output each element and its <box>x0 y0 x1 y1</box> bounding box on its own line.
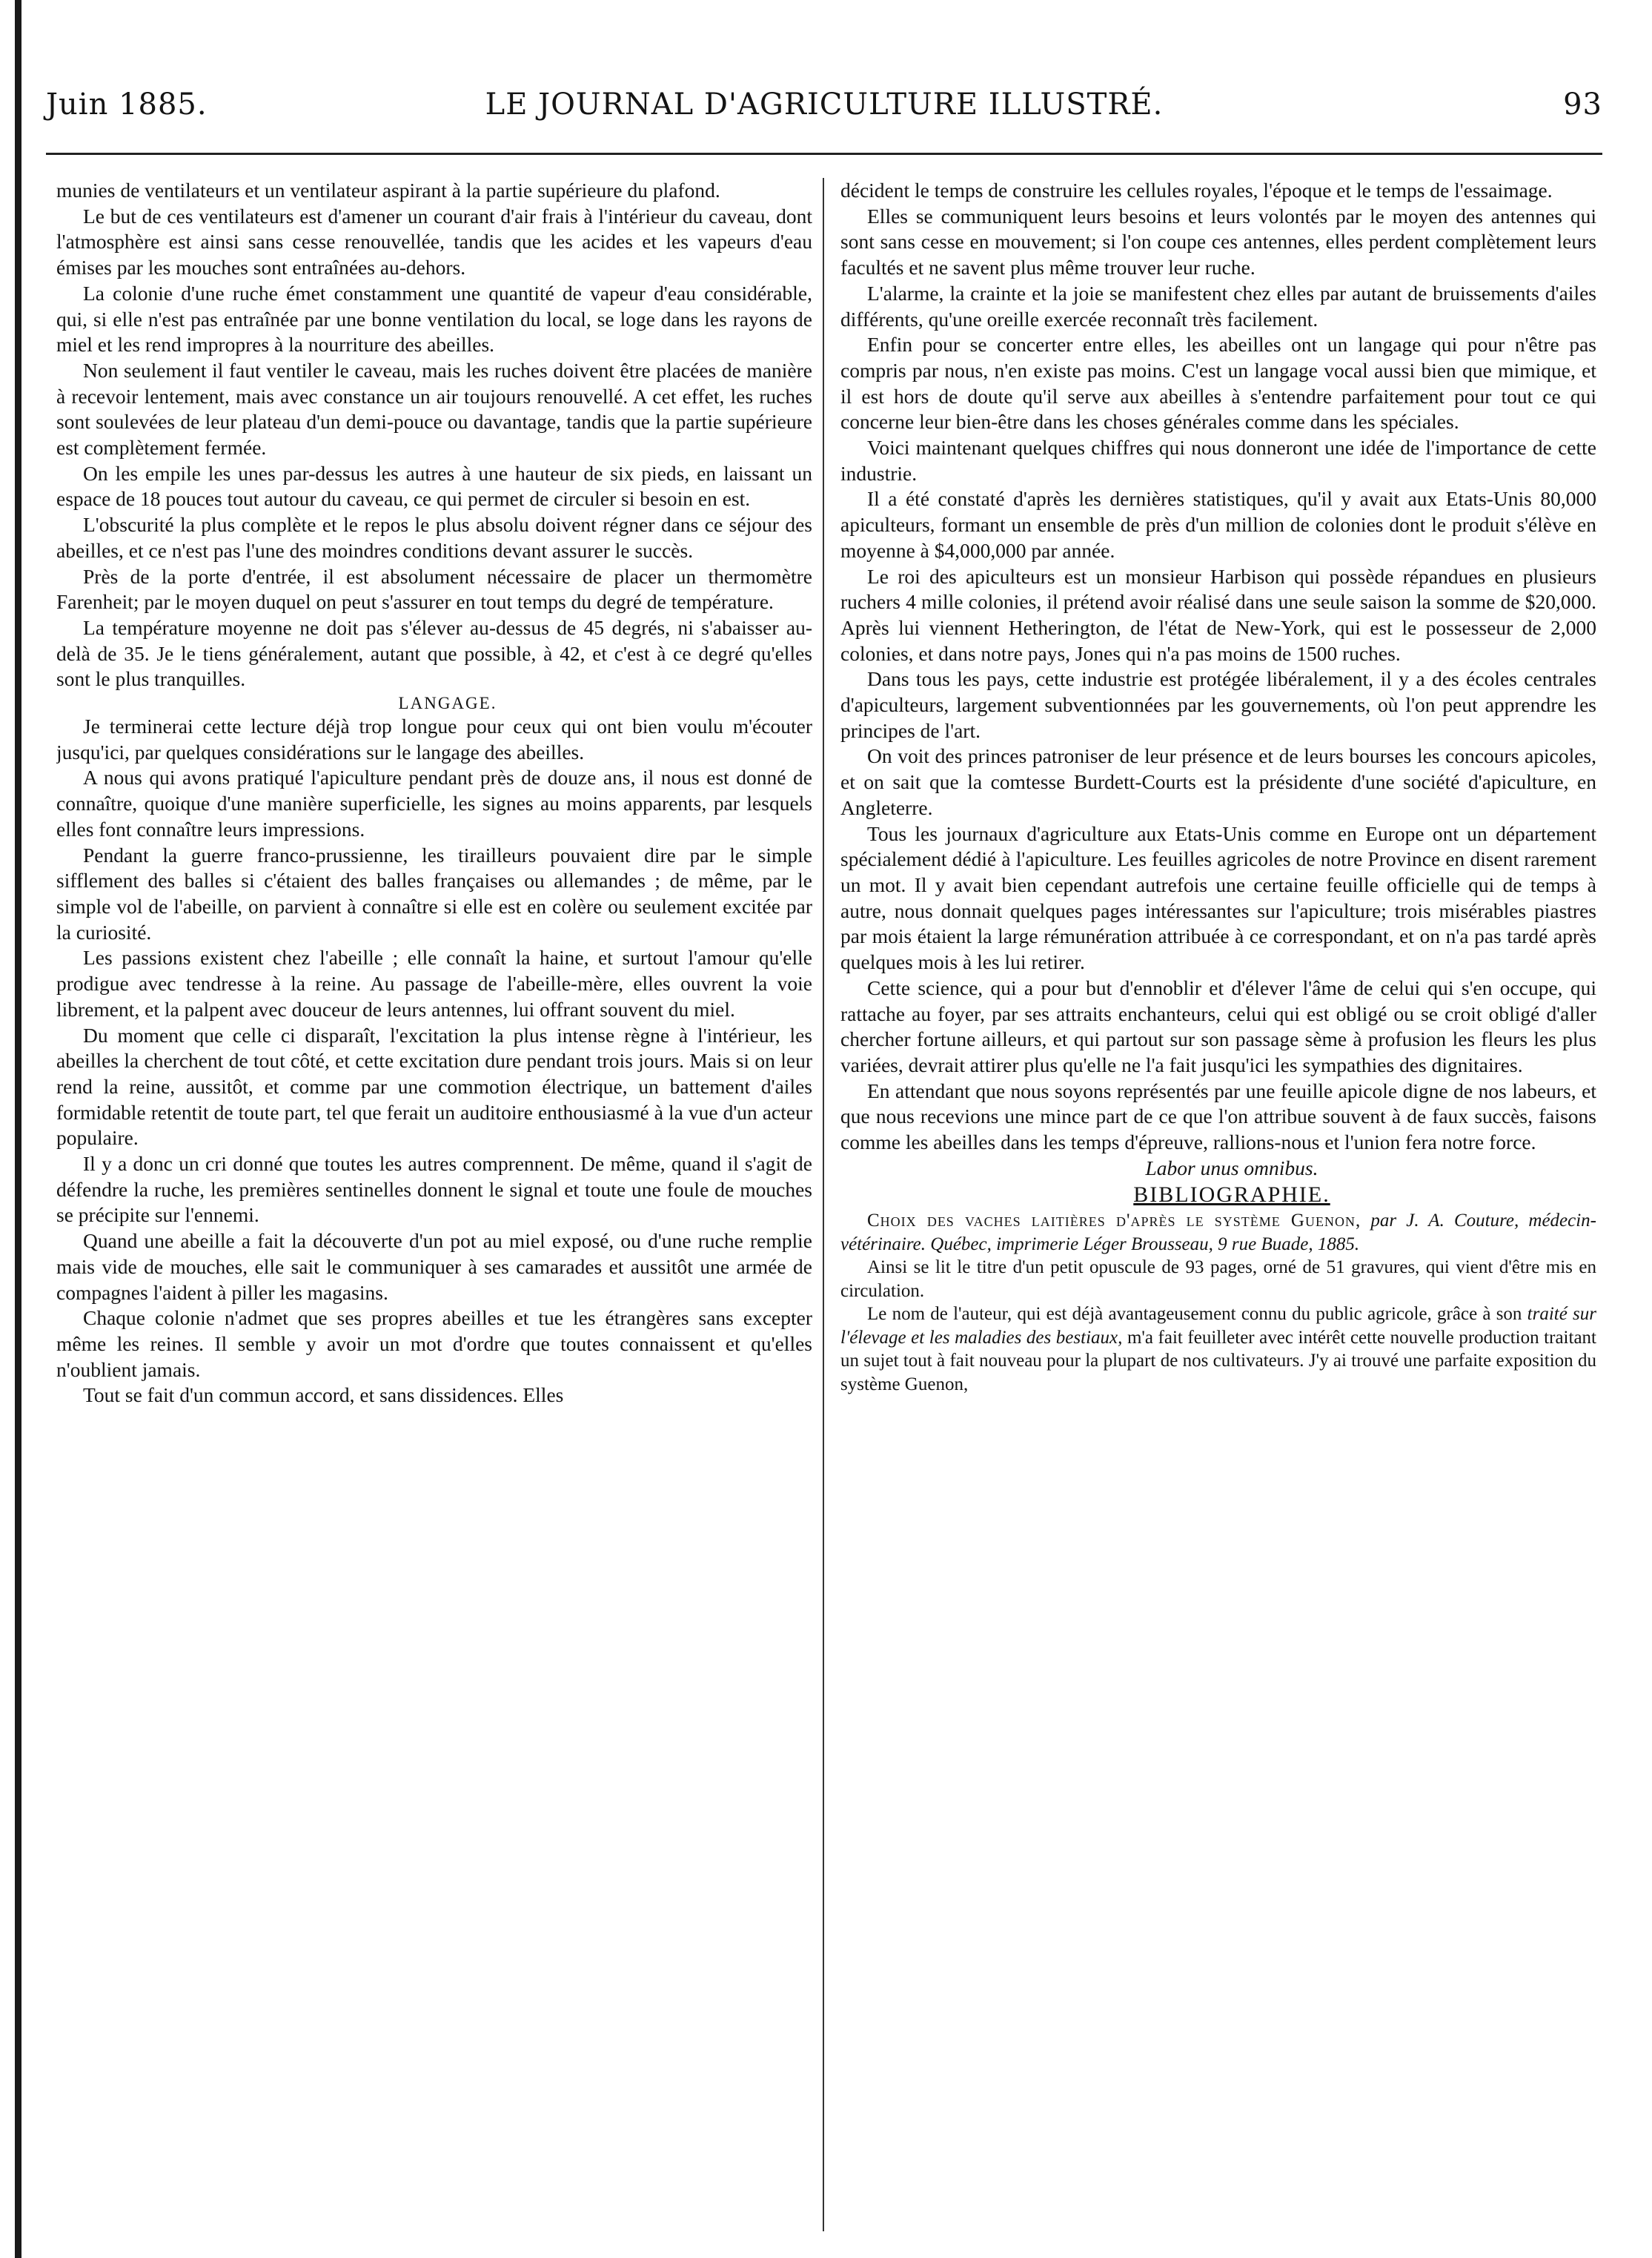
column-divider <box>823 178 824 2231</box>
paragraph: Chaque colonie n'admet que ses propres abeilles et tue les étrangères sans excepter même les reines. Il semble y avoir un mot d'ordre que toutes connaissent et qu'elles n'oublient jamais. <box>56 1306 812 1381</box>
paragraph: Pendant la guerre franco-prussienne, les tirailleurs pouvaient dire par le simple sifflement des balles si c'étaient des balles françaises ou allemandes ; de même, par le simple vol de l'abeille, on parvient à connaître si elle est en colère ou seulement excitée par la curiosité. <box>56 843 812 944</box>
paragraph: On voit des princes patroniser de leur présence et de leurs bourses les concours apicoles, et on sait que la comtesse Burdett-Courts est la présidente d'une société d'apiculture, en Angleterre. <box>840 744 1596 819</box>
paragraph: Voici maintenant quelques chiffres qui nous donneront une idée de l'importance de cette industrie. <box>840 436 1596 485</box>
bibliography-entry <box>840 1209 1596 1396</box>
paragraph: Le but de ces ventilateurs est d'amener un courant d'air frais à l'intérieur du caveau, dont l'atmosphère est ainsi sans cesse renouvellée, tandis que les acides et les vapeurs d'eau émises par les mouches sont entraînées au-dehors. <box>56 204 812 279</box>
page-header <box>46 87 1602 139</box>
paragraph: Non seulement il faut ventiler le caveau, mais les ruches doivent être placées de manière à recevoir lentement, mais avec constance un air toujours renouvellé. A cet effet, les ruches sont soulevées de leur plateau d'un demi-pouce ou davantage, tandis que la partie supérieure est complètement fermée. <box>56 358 812 460</box>
issue-date: Juin 1885. <box>46 87 208 122</box>
motto: Labor unus omnibus. <box>1145 1156 1318 1179</box>
paragraph: munies de ventilateurs et un ventilateur aspirant à la partie supérieure du plafond. <box>56 179 720 202</box>
book-author: par J. A. Couture, médecin-vétérinaire. <box>840 1211 1596 1254</box>
paragraph: L'alarme, la crainte et la joie se manifestent chez elles par autant de bruissements d'ailes différents, qu'une oreille exercée reconnaît très facilement. <box>840 281 1596 331</box>
paragraph-text: Le nom de l'auteur, qui est déjà avantageusement connu du public agricole, grâce à son <box>867 1304 1522 1325</box>
paragraph-text: m'a fait feuilleter avec intérêt cette nouvelle production traitant un sujet tout à fait nouveau pour la plupart de nos cultivateurs. J'y ai trouvé une parfaite exposition du système Guenon, <box>840 1327 1596 1394</box>
paragraph: La colonie d'une ruche émet constamment une quantité de vapeur d'eau considérable, qui, si elle n'est pas entraînée par une bonne ventilation du local, se loge dans les rayons de miel et les rend impropres à la nourriture des abeilles. <box>56 281 812 357</box>
journal-title: LE JOURNAL D'AGRICULTURE ILLUSTRÉ. <box>485 87 1164 122</box>
section-heading: LANGAGE. <box>398 694 497 713</box>
paragraph: Enfin pour se concerter entre elles, les abeilles ont un langage qui pour n'être pas compris par nous, n'en existe pas moins. C'est un langage vocal aussi bien que mimique, et il est hors de doute qu'il serve aux abeilles à s'entendre parfaitement pour tout ce qui concerne leur bien-être dans les choses générales comme dans les spéciales. <box>840 333 1596 434</box>
paragraph: Près de la porte d'entrée, il est absolument nécessaire de placer un thermomètre Farenheit; par le moyen duquel on peut s'assurer en tout temps du degré de température. <box>56 564 812 614</box>
paragraph: L'obscurité la plus complète et le repos le plus absolu doivent régner dans ce séjour des abeilles, et ce n'est pas l'une des moindres conditions devant assurer le succès. <box>56 513 812 562</box>
paragraph: On les empile les unes par-dessus les autres à une hauteur de six pieds, en laissant un espace de 18 pouces tout autour du caveau, ce qui permet de circuler si besoin en est. <box>56 461 812 511</box>
paragraph: Les passions existent chez l'abeille ; elle connaît la haine, et surtout l'amour qu'elle prodigue avec tendresse à la reine. Au passage de l'abeille-mère, elles ouvrent la voie librement, et la palpent avec douceur de leurs antennes, lui offrant souvent du miel. <box>56 946 812 1021</box>
paragraph: Du moment que celle ci disparaît, l'excitation la plus intense règne à l'intérieur, les abeilles la cherchent de tout côté, et cette excitation dure pendant trois jours. Mais si on leur rend la reine, aussitôt, et comme par une commotion électrique, un battement d'ailes formidable retentit de toute part, tel que ferait un auditoire enthousiasmé à la vue d'un acteur populaire. <box>56 1023 812 1150</box>
paragraph: Cette science, qui a pour but d'ennoblir et d'élever l'âme de celui qui s'en occupe, qui rattache au foyer, par ses attraits enchanteurs, celui qui est obligé ou se croit obligé d'aller chercher fortune ailleurs, et qui partout sur son passage sème à profusion les fleurs les plus variées, devrait attirer plus qu'elle ne l'a fait jusqu'ici les sympathies des dignitaires. <box>840 976 1596 1076</box>
paragraph: En attendant que nous soyons représentés par une feuille apicole digne de nos labeurs, et que nous recevions une mince part de ce que l'on attribue souvent à de faux succès, faisons comme les abeilles dans les temps d'épreuve, rallions-nous et l'union fera notre force. <box>840 1079 1596 1154</box>
paragraph: La température moyenne ne doit pas s'élever au-dessus de 45 degrés, ni s'abaisser au-delà de 35. Je le tiens généralement, autant que possible, à 42, et c'est à ce degré qu'elles sont le plus tranquilles. <box>56 615 812 691</box>
book-title: Choix des vaches laitières d'après le système Guenon, <box>867 1211 1361 1231</box>
paragraph: Il y a donc un cri donné que toutes les autres comprennent. De même, quand il s'agit de défendre la ruche, les premières sentinelles donnent le signal et toute une foule de mouches se précipite sur l'ennemi. <box>56 1152 812 1227</box>
paragraph: Quand une abeille a fait la découverte d'un pot au miel exposé, ou d'une ruche remplie mais vide de mouches, elle sait le communiquer à ses camarades et aussitôt une armée de compagnes l'aident à piller les magasins. <box>56 1229 812 1304</box>
paragraph: Dans tous les pays, cette industrie est protégée libéralement, il y a des écoles centrales d'apiculteurs, largement subventionnées par les gouvernements, où l'on peut apprendre les principes de l'art. <box>840 667 1596 742</box>
paragraph: décident le temps de construire les cellules royales, l'époque et le temps de l'essaimage. <box>840 179 1553 202</box>
paragraph: Elles se communiquent leurs besoins et leurs volontés par le moyen des antennes qui sont sans cesse en mouvement; si l'on coupe ces antennes, elles perdent complètement leurs facultés et ne savent plus même trouver leur ruche. <box>840 204 1596 279</box>
page-number: 93 <box>1563 87 1602 122</box>
left-column <box>56 178 812 2231</box>
cited-work: traité sur l'élevage et les maladies des bestiaux, <box>840 1304 1596 1348</box>
paragraph: Je terminerai cette lecture déjà trop longue pour ceux qui ont bien voulu m'écouter jusqu'ici, par quelques considérations sur le langage des abeilles. <box>56 715 812 764</box>
bibliography-heading: BIBLIOGRAPHIE. <box>1133 1182 1330 1208</box>
paragraph: Tous les journaux d'agriculture aux Etats-Unis comme en Europe ont un département spécialement dédié à l'apiculture. Les feuilles agricoles de notre Province en disent rarement un mot. Il y avait bien cependant autrefois une certaine feuille officielle qui de temps à autre, nous donnait quelques pages intéressantes sur l'apiculture; trois misérables piastres par mois étaient la large rémunération attribuée à ce correspondant, et on n'a pas tardé après quelques mois à les lui retirer. <box>840 821 1596 974</box>
book-publisher: Québec, imprimerie Léger Brousseau, 9 rue Buade, 1885. <box>930 1234 1360 1254</box>
paragraph: Le roi des apiculteurs est un monsieur Harbison qui possède répandues en plusieurs ruchers 4 mille colonies, il prétend avoir réalisé dans une seule saison la somme de $20,000. Après lui viennent Hetherington, de l'état de New-York, qui est le possesseur de 2,000 colonies, et dans notre pays, Jones qui n'a pas moins de 1500 ruches. <box>840 564 1596 665</box>
right-column <box>840 178 1596 2231</box>
paragraph: Ainsi se lit le titre d'un petit opuscule de 93 pages, orné de 51 gravures, qui vient d'être mis en circulation. <box>840 1257 1596 1301</box>
paragraph: Il a été constaté d'après les dernières statistiques, qu'il y avait aux Etats-Unis 80,000 apiculteurs, formant un ensemble de près d'un million de colonies dont le produit s'élève en moyenne à $4,000,000 par année. <box>840 487 1596 562</box>
header-rule <box>46 153 1602 155</box>
page-edge-rule <box>15 0 21 2258</box>
paragraph: A nous qui avons pratiqué l'apiculture pendant près de douze ans, il nous est donné de connaître, quoique d'une manière superficielle, les signes au moins apparents, par lesquels elles font connaître leurs impressions. <box>56 766 812 841</box>
paragraph: Tout se fait d'un commun accord, et sans dissidences. Elles <box>83 1383 564 1407</box>
